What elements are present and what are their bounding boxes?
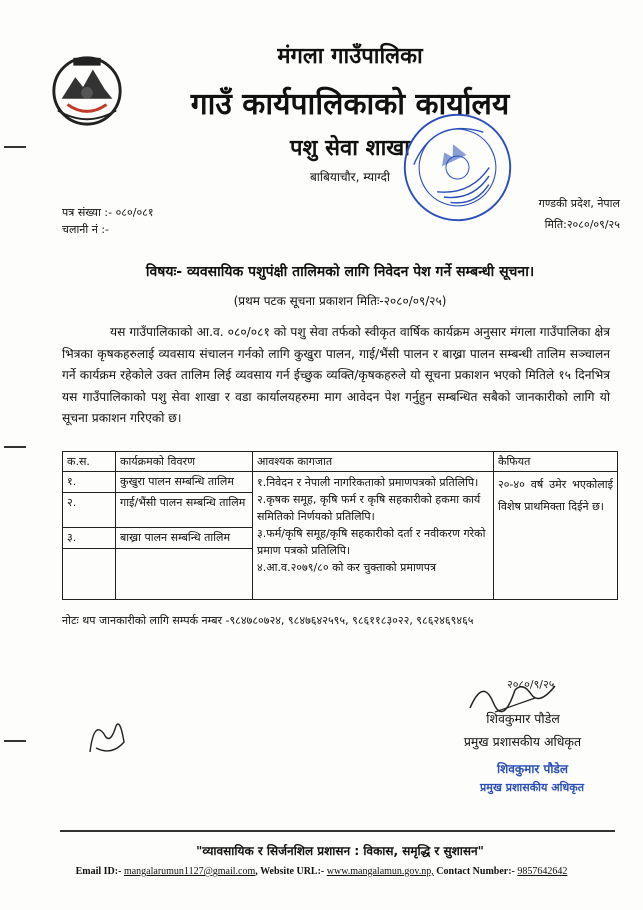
signatory-title: प्रमुख प्रशासकीय अधिकृत [463, 734, 582, 749]
empty-cell [63, 549, 116, 600]
column-header: आवश्यक कागजात [253, 452, 494, 472]
nepal-emblem-icon [48, 50, 126, 128]
initial-signature [82, 712, 132, 762]
notice-body: यस गाउँपालिकाको आ.व. ०८०/०८१ को पशु सेवा तर्फको स्वीकृत वार्षिक कार्यक्रम अनुसार मंगला गाउँपालिका क्षेत्र भित्रका कृषकहरुलाई व्यवसाय संचालन गर्नको लागि कुखुरा पालन, गाई/भैंसी पालन र बाख्रा पालन सम्बन्धी तालिम सञ्चालन गर्ने कार्यक्रम रहेकोले उक्त तालिम लिई व्यवसाय गर्न ईच्छुक व्यक्ति/कृषकहरुले यो सूचना प्रकाशन भएको मितिले १५ दिनभित्र यस गाउँपालिकाको पशु सेवा शाखा र वडा कार्यालयहरुमा माग आवेदन पेश गर्नुहुन सम्बन्धित सबैको जानकारीको लागि यो सूचना प्रकाशन गरिएको छ। [62, 325, 610, 425]
empty-cell [116, 549, 253, 600]
training-table [62, 451, 618, 600]
website-link[interactable]: www.mangalamun.gov.np, [326, 866, 434, 877]
footer-divider [60, 830, 615, 832]
title-stamp: प्रमुख प्रशासकीय अधिकृत [480, 781, 584, 794]
margin-mark [4, 146, 26, 148]
margin-mark [4, 740, 26, 742]
office-address: बाबियाचौर, म्याग्दी [309, 170, 391, 184]
publication-date-line: (प्रथम पटक सूचना प्रकाशन मितिः-२०८०/०९/२५) [233, 294, 447, 308]
office-name: गाउँ कार्यपालिकाको कार्यालय [190, 87, 510, 122]
province-line: गण्डकी प्रदेश, नेपाल [538, 197, 620, 210]
document-item: ३.फर्म/कृषि समूह/कृषि सहकारीको दर्ता र नवीकरण गरेको प्रमाण पत्रको प्रतिलिपि। [257, 527, 486, 557]
column-header: क.स. [63, 452, 116, 472]
email-link[interactable]: mangalarumun1127@gmail.com [123, 866, 256, 877]
serial-cell: १. [63, 472, 116, 493]
program-cell: बाख्रा पालन सम्बन्धि तालिम [116, 528, 253, 549]
footer-motto: "व्यावसायिक र सिर्जनशिल प्रशासन : विकास, समृद्धि र सुशासन" [196, 844, 484, 858]
contact-label: Contact Number:- [433, 866, 515, 877]
margin-mark [4, 446, 26, 448]
issue-date: मिति:२०८०/०९/२५ [544, 218, 620, 231]
footer-contacts [10, 866, 633, 877]
table-row [63, 472, 618, 493]
handwritten-date: २०८०/९/२५ [507, 678, 555, 691]
contact-note: नोटः थप जानकारीको लागि सम्पर्क नम्बर -९८४७८०७२४, ९८४७६४२५९५, ९८६११८३०२२, ९८६२४६९४६५ [62, 614, 474, 627]
program-cell: गाई/भैंसी पालन सम्बन्धि तालिम [116, 493, 253, 528]
branch-name: पशु सेवा शाखा [290, 136, 410, 161]
municipality-name: मंगला गाउँपालिका [277, 44, 423, 69]
letter-number: पत्र संख्या :- ०८०/०८१ [62, 206, 154, 219]
serial-cell: २. [63, 493, 116, 528]
program-cell: कुखुरा पालन सम्बन्धि तालिम [116, 472, 253, 493]
column-header: कार्यक्रमको विवरण [116, 452, 253, 472]
serial-cell: ३. [63, 528, 116, 549]
name-stamp: शिवकुमार पौडेल [496, 762, 568, 776]
document-item: ४.आ.व.२०७९/८० को कर चुक्ताको प्रमाणपत्र [257, 561, 437, 574]
remarks-cell: २०-४० वर्ष उमेर भएकोलाई विशेष प्राथमिक्ता दिईने छ। [494, 472, 618, 600]
table-header-row [63, 452, 618, 472]
document-item: २.कृषक समूह, कृषि फर्म र कृषि सहकारीको हकमा कार्य समितिको निर्णयको प्रतिलिपि। [257, 493, 481, 523]
column-header: कैफियत [494, 452, 618, 472]
email-label: Email ID:- [75, 866, 122, 877]
dispatch-number: चलानी नं :- [62, 223, 110, 236]
documents-cell [253, 472, 494, 600]
subject-line: विषयः- व्यवसायिक पशुपंक्षी तालिमको लागि निवेदन पेश गर्ने सम्बन्धी सूचना। [145, 264, 535, 280]
contact-number: 9857642642 [517, 866, 568, 877]
website-label: , Website URL:- [255, 866, 325, 877]
document-item: १.निवेदन र नेपाली नागरिकताको प्रमाणपत्रको प्रतिलिपि। [257, 476, 479, 489]
signatory-name: शिवकुमार पौडेल [486, 711, 560, 726]
